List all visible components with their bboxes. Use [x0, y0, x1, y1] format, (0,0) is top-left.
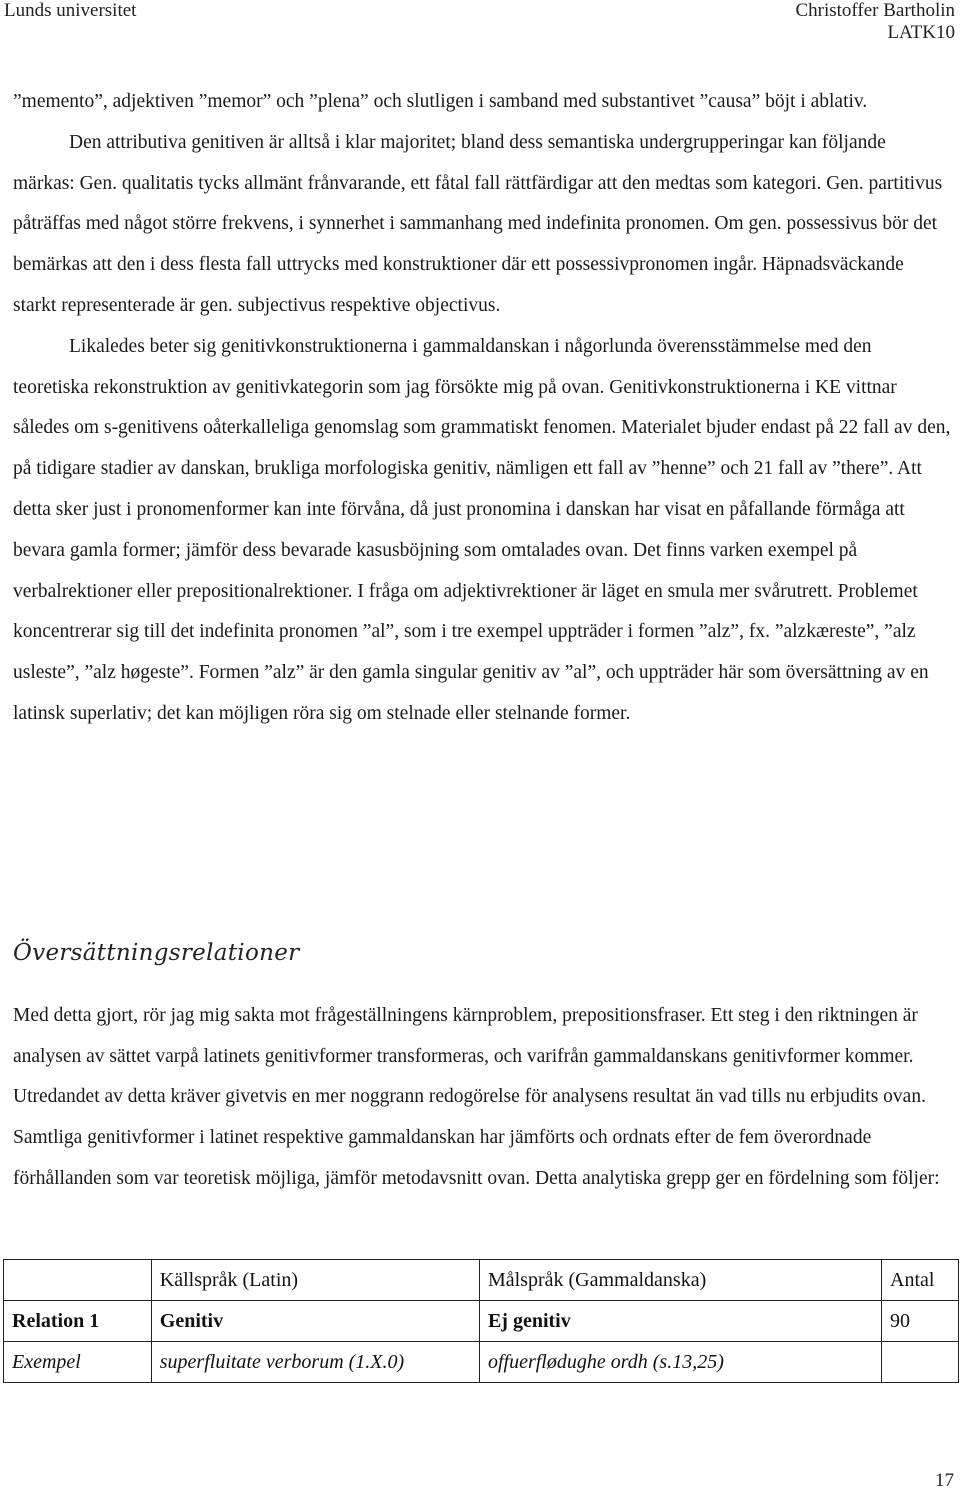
table-header-cell: Källspråk (Latin) — [151, 1260, 479, 1301]
table-cell: superfluitate verborum (1.X.0) — [151, 1342, 479, 1383]
table-row — [4, 1342, 959, 1383]
header-author: Christoffer Bartholin — [795, 0, 955, 21]
table-cell — [882, 1342, 959, 1383]
table-header-cell: Antal — [882, 1260, 959, 1301]
table-cell: Genitiv — [151, 1301, 479, 1342]
intro-text — [13, 82, 951, 735]
table-header-cell: Målspråk (Gammaldanska) — [479, 1260, 881, 1301]
relation-table — [3, 1259, 959, 1383]
header-course: LATK10 — [887, 22, 955, 43]
section-text — [13, 996, 951, 1200]
table-cell: 90 — [882, 1301, 959, 1342]
table-cell: Ej genitiv — [479, 1301, 881, 1342]
section-heading: Översättningsrelationer — [13, 940, 300, 966]
table-cell: Relation 1 — [4, 1301, 152, 1342]
table-cell: Exempel — [4, 1342, 152, 1383]
header-university: Lunds universitet — [4, 0, 137, 21]
paragraph-genitive-constructions: Likaledes beter sig genitivkonstruktionerna i gammaldanskan i någorlunda överensstämmelse med den teoretiska rekonstruktion av genitivkategorin som jag försökte mig på ovan. Genitivkonstruktionerna i KE vittnar således om s-genitivens oåterkalleliga genomslag som grammatiskt fenomen. Materialet bjuder endast på 22 fall av den, på tidigare stadier av danskan, brukliga morfologiska genitiv, nämligen ett fall av ”henne” och 21 fall av ”there”. Att detta sker just i pronomenformer kan inte förvåna, då just pronomina i danskan har visat en påfallande förmåga att bevara gamla former; jämför dess bevarade kasusböjning som omtalades ovan. Det finns varken exempel på verbalrektioner eller prepositionalrektioner. I fråga om adjektivrektioner är läget en smula mer svårutrett. Problemet koncentrerar sig till det indefinita pronomen ”al”, som i tre exempel uppträder i formen ”alz”, fx. ”alzkæreste”, ”alz usleste”, ”alz høgeste”. Formen ”alz” är den gamla singular genitiv av ”al”, och uppträder här som översättning av en latinsk superlativ; det kan möjligen röra sig om stelnade eller stelnande former. — [13, 335, 951, 724]
paragraph-translation-relations: Med detta gjort, rör jag mig sakta mot frågeställningens kärnproblem, prepositionsfraser. Ett steg i den riktningen är analysen av sättet varpå latinets genitivformer transformeras, och varifrån gammaldanskans genitivformer kommer. Utredandet av detta kräver givetvis en mer noggrann redogörelse för analysens resultat än vad tills nu erbjudits ovan. Samtliga genitivformer i latinet respektive gammaldanskan har jämförts och ordnats efter de fem överordnade förhållanden som var teoretisk möjliga, jämför metodavsnitt ovan. Detta analytiska grepp ger en fördelning som följer: — [13, 1005, 940, 1189]
table-cell: offuerflødughe ordh (s.13,25) — [479, 1342, 881, 1383]
table-header-cell — [4, 1260, 152, 1301]
table-header-row — [4, 1260, 959, 1301]
page-number: 17 — [935, 1470, 954, 1491]
paragraph-attributive-genitive: Den attributiva genitiven är alltså i klar majoritet; bland dess semantiska undergrupperingar kan följande märkas: Gen. qualitatis tycks allmänt frånvarande, ett fåtal fall rättfärdigar att den medtas som kategori. Gen. partitivus påträffas med något större frekvens, i synnerhet i sammanhang med indefinita pronomen. Om gen. possessivus bör det bemärkas att den i dess flesta fall uttrycks med konstruktioner där ett possessivpronomen ingår. Häpnadsväckande starkt representerade är gen. subjectivus respektive objectivus. — [13, 131, 943, 316]
paragraph-continuation: ”memento”, adjektiven ”memor” och ”plena” och slutligen i samband med substantivet ”causa” böjt i ablativ. — [13, 91, 868, 112]
header-author-block — [795, 0, 955, 44]
table-row — [4, 1301, 959, 1342]
